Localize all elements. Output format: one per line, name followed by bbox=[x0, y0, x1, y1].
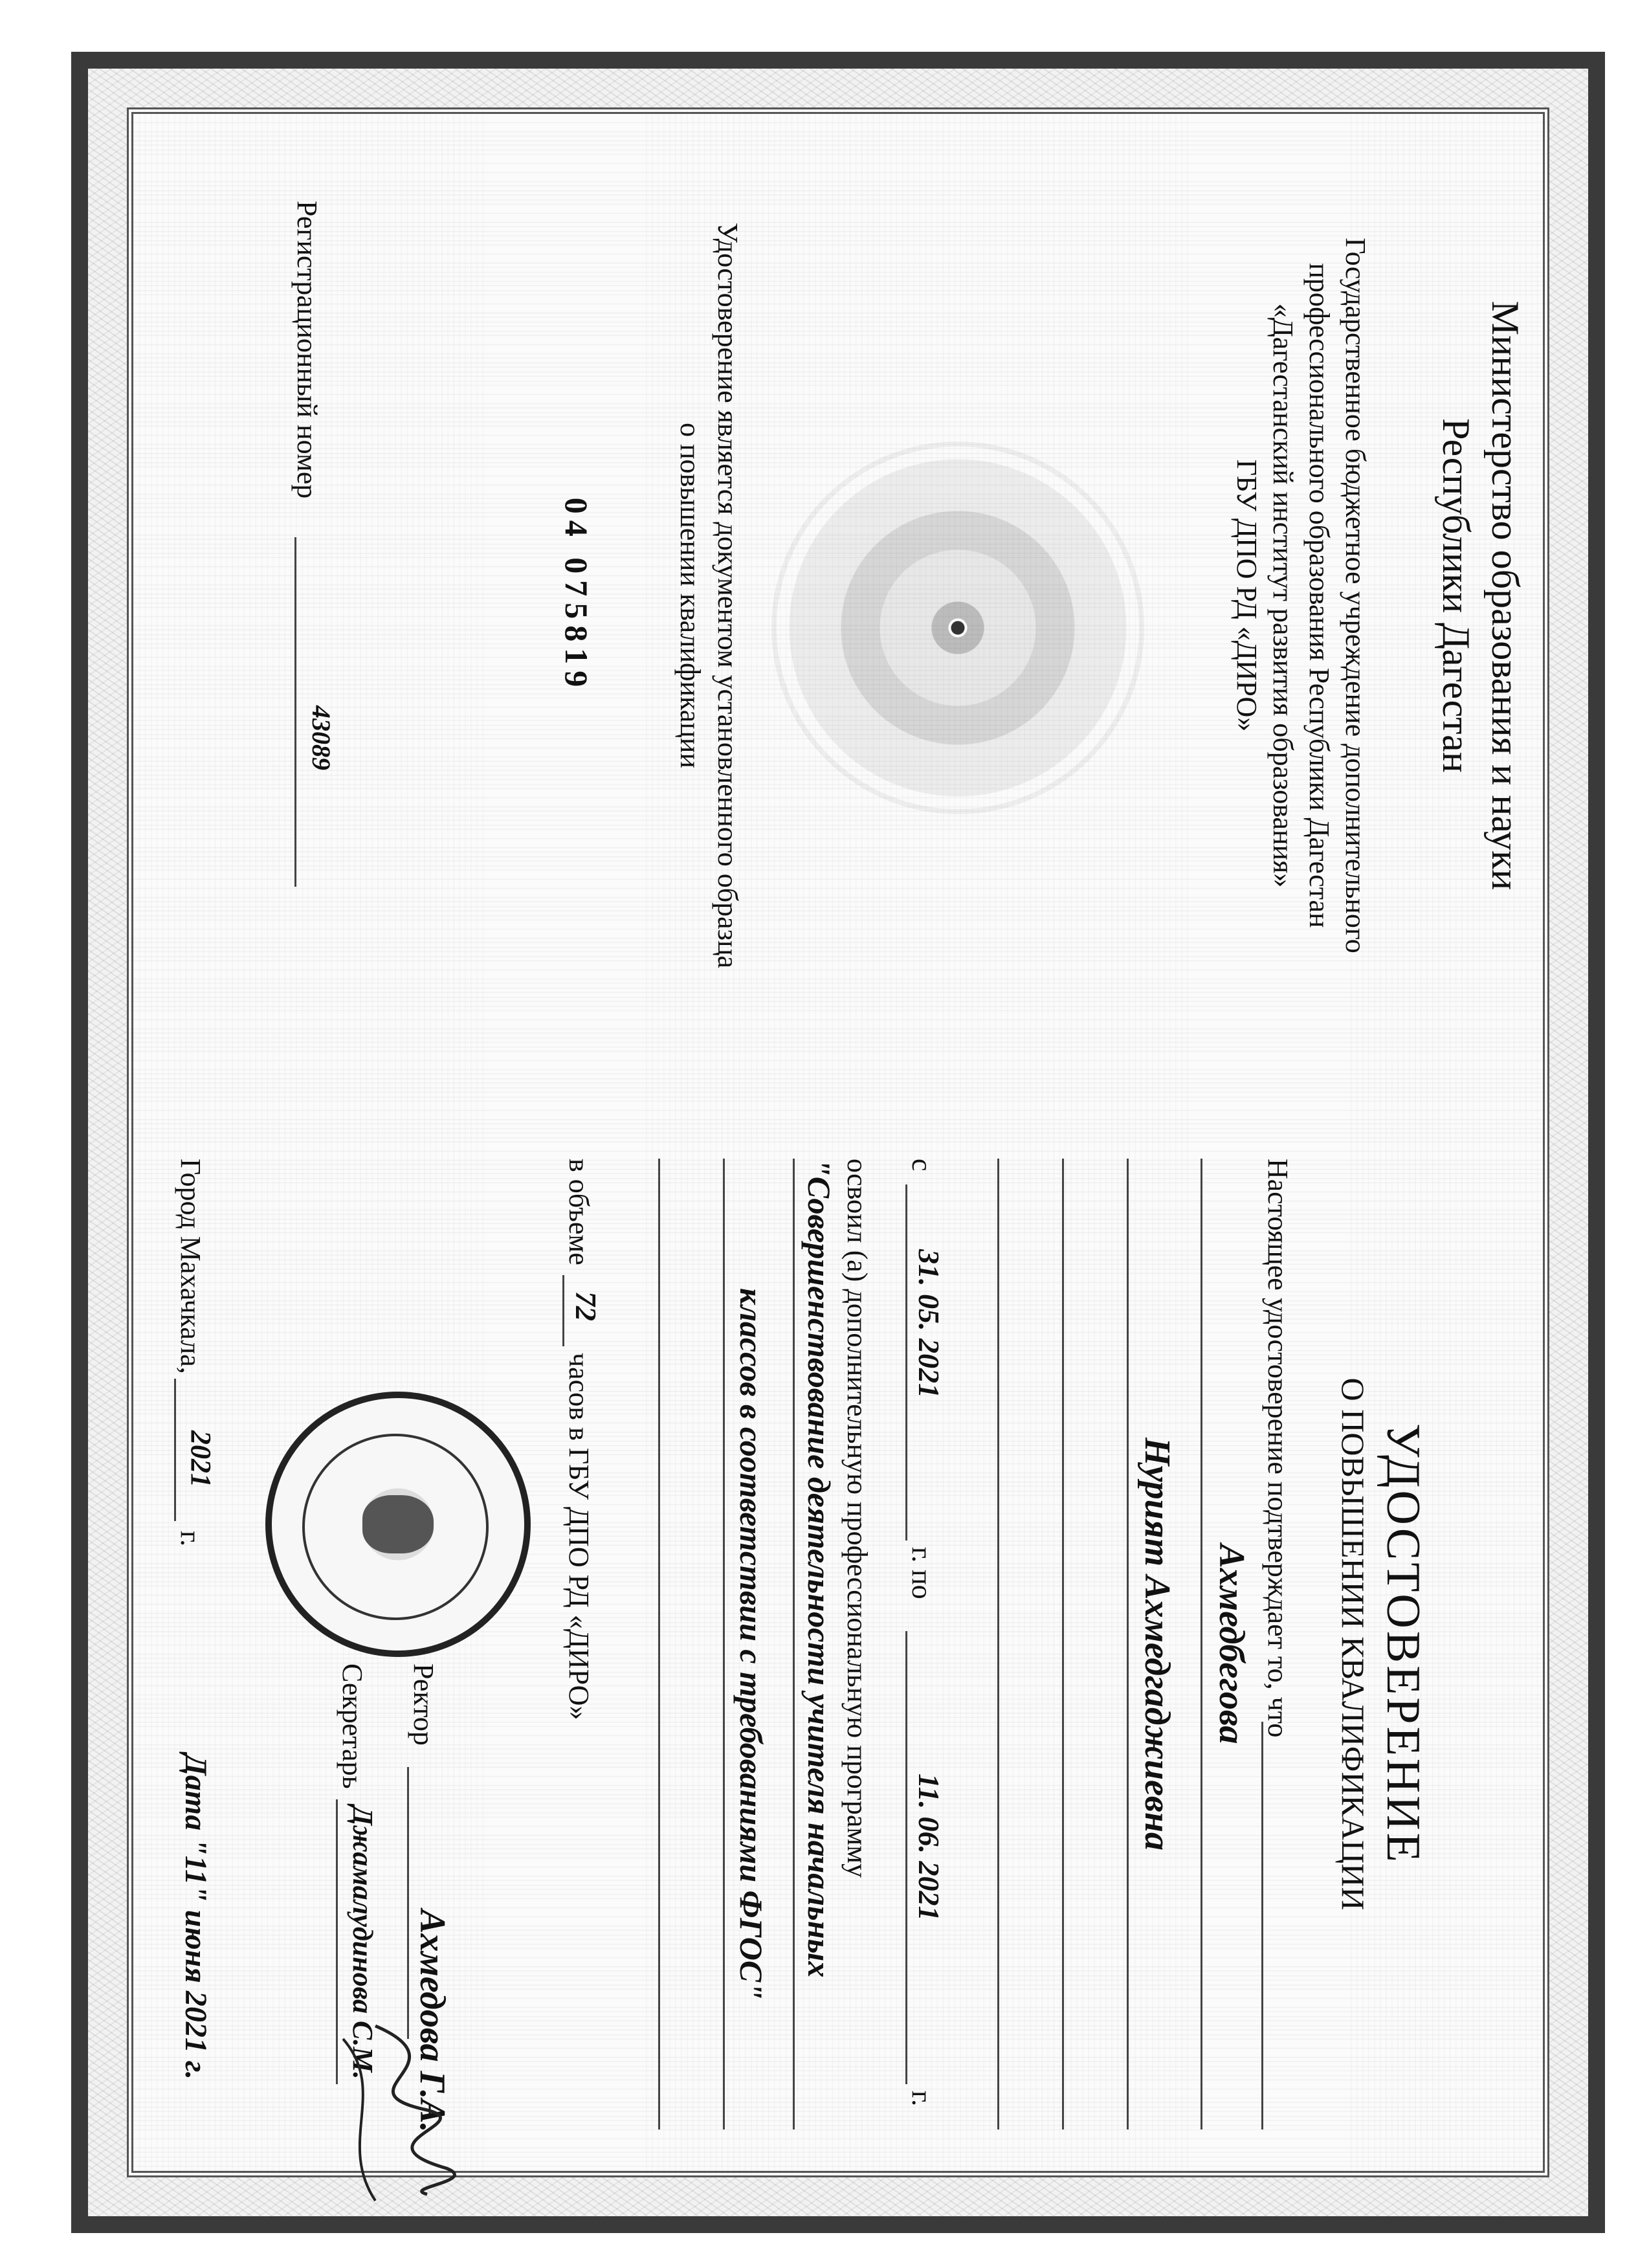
blank-line-2 bbox=[997, 1159, 999, 2129]
city-year-line bbox=[174, 1379, 176, 1521]
date-to-line bbox=[905, 1631, 907, 2084]
surname-line bbox=[1201, 1159, 1202, 2129]
institution-line-1: Государственное бюджетное учреждение дополнительного bbox=[1340, 238, 1371, 953]
program-line-1-rule bbox=[793, 1159, 795, 2129]
date-from-line bbox=[905, 1184, 907, 1540]
surname: Ахмедбегова bbox=[1212, 1544, 1252, 1744]
date-from-label: с bbox=[906, 1159, 938, 1172]
institution-line-3: «Дагестанский институт развития образования» bbox=[1267, 303, 1299, 888]
secretary-name: Джамалудинова С.М. bbox=[347, 1806, 379, 2080]
confirms-label: Настоящее удостоверение подтверждает то, что bbox=[1262, 1159, 1294, 1738]
reg-number-line bbox=[294, 537, 296, 887]
doc-statement-line-1: Удостоверение является документом установленного образца bbox=[712, 222, 744, 969]
rector-line bbox=[407, 1767, 409, 2039]
program-line-1: "Совершенствование деятельности учителя начальных bbox=[801, 1159, 837, 1978]
certificate-title: УДОСТОВЕРЕНИЕ bbox=[1377, 1423, 1430, 1865]
volume-label: в объеме bbox=[563, 1159, 595, 1265]
program-label: освоил (а) дополнительную профессиональную программу bbox=[841, 1159, 873, 1878]
ministry-line-1: Министерство образования и науки bbox=[1484, 300, 1527, 891]
confirms-line bbox=[1261, 1722, 1263, 2129]
name-patronymic: Нурият Ахмедгаджиевна bbox=[1137, 1437, 1177, 1851]
certificate-spread bbox=[71, 58, 1605, 2220]
rector-label: Ректор bbox=[408, 1663, 439, 1746]
issue-date: Дата "11" июня 2021 г. bbox=[179, 1754, 213, 2080]
institution-line-4: ГБУ ДПО РД «ДИРО» bbox=[1231, 459, 1263, 732]
city-year-suffix: г. bbox=[175, 1531, 206, 1547]
official-seal bbox=[265, 1392, 531, 1657]
guilloche-rosette bbox=[777, 447, 1139, 809]
city-label: Город Махачкала, bbox=[175, 1159, 206, 1374]
blank-line-3 bbox=[658, 1159, 660, 2129]
signature-mark bbox=[311, 2013, 505, 2207]
hours-line bbox=[562, 1275, 564, 1346]
reg-number-label: Регистрационный номер bbox=[291, 201, 323, 499]
date-to-label: г. по bbox=[906, 1547, 938, 1599]
hours-value: 72 bbox=[570, 1291, 603, 1321]
certificate-subtitle: О ПОВЫШЕНИИ КВАЛИФИКАЦИИ bbox=[1335, 1377, 1371, 1911]
city-year: 2021 bbox=[185, 1430, 217, 1487]
program-line-2-rule bbox=[723, 1159, 725, 2129]
serial-number: 04 075819 bbox=[559, 497, 595, 694]
doc-statement-line-2: о повышении квалификации bbox=[674, 423, 706, 768]
ministry-line-2: Республики Дагестан bbox=[1435, 418, 1477, 773]
secretary-label: Секретарь bbox=[337, 1663, 368, 1789]
reg-number: 43089 bbox=[307, 706, 336, 770]
date-to: 11. 06. 2021 bbox=[913, 1773, 946, 1921]
rector-name: Ахмедова Г.А. bbox=[412, 1909, 452, 2133]
hours-label: часов в ГБУ ДПО РД «ДИРО» bbox=[563, 1353, 595, 1720]
blank-line-1 bbox=[1062, 1159, 1064, 2129]
program-line-2: классов в соответствии с требованиями ФГОС" bbox=[733, 1288, 769, 2000]
coat-of-arms-icon bbox=[362, 1495, 434, 1553]
date-year-suffix: г. bbox=[906, 2091, 938, 2107]
institution-line-2: профессионального образования Республики Дагестан bbox=[1303, 263, 1335, 928]
date-from: 31. 05. 2021 bbox=[913, 1249, 946, 1398]
name-line bbox=[1127, 1159, 1129, 2129]
